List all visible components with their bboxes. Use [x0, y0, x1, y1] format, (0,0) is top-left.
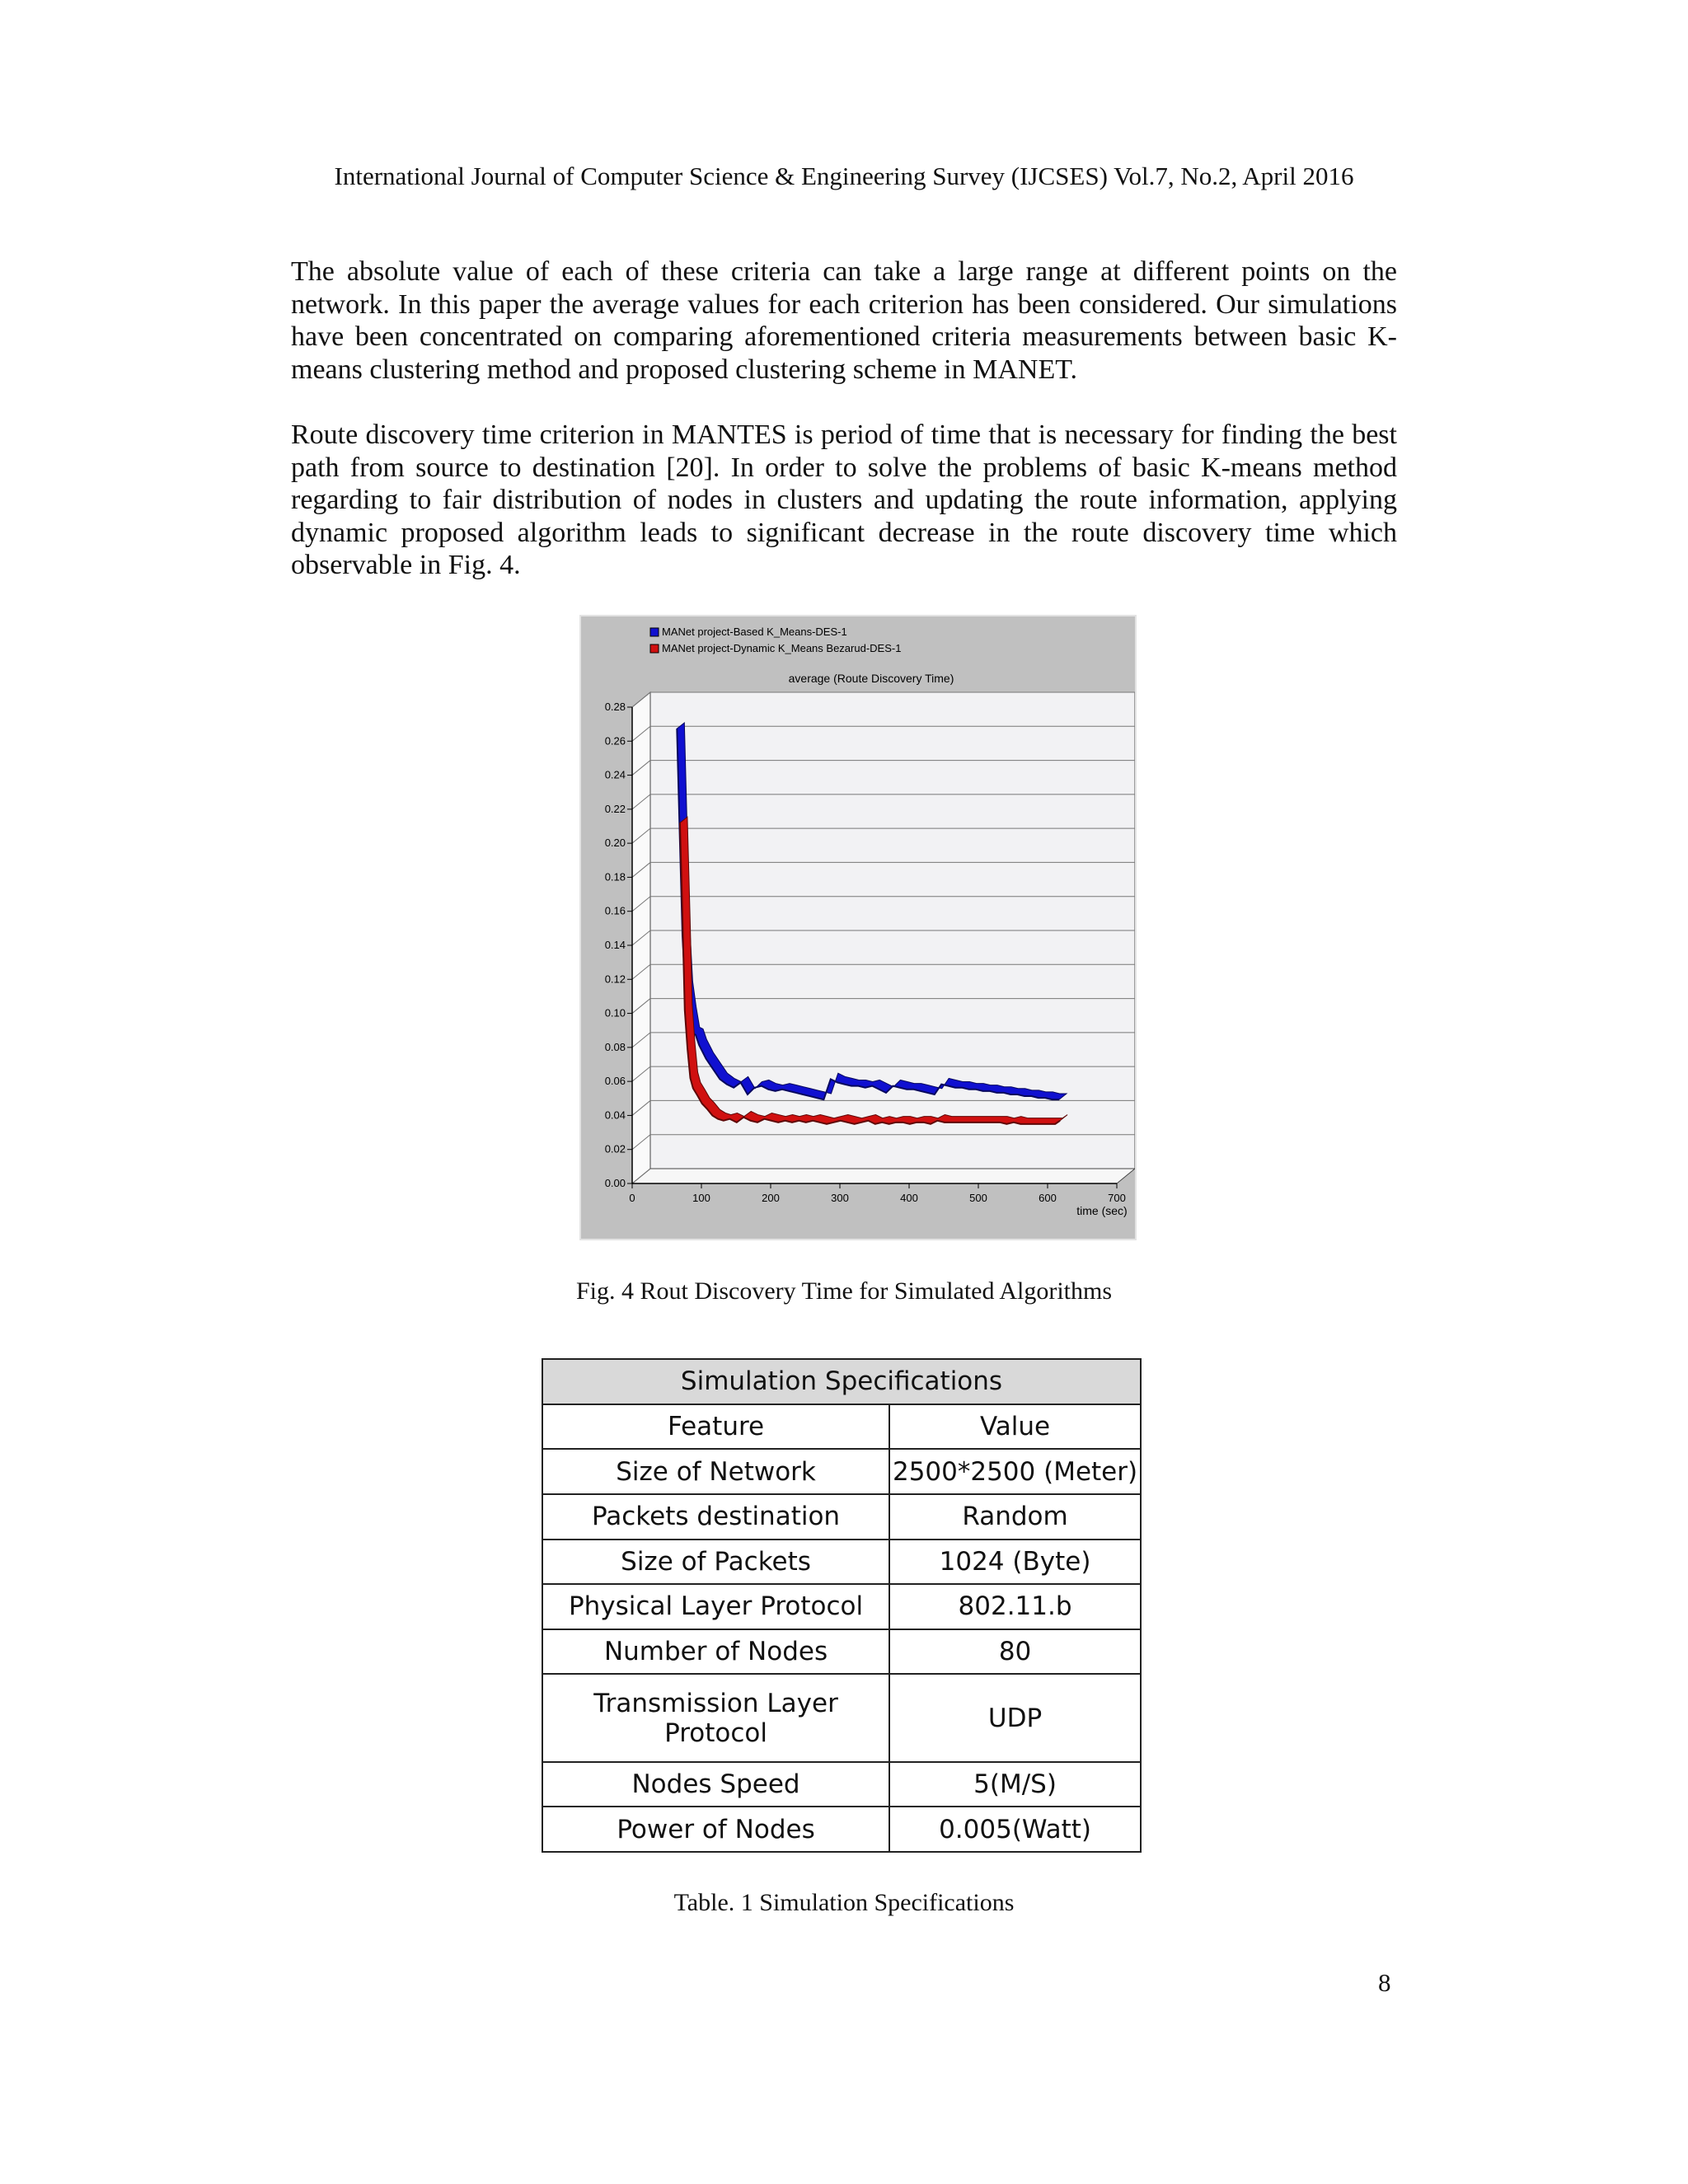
y-tick-label: 0.02	[604, 1142, 626, 1155]
table-title: Simulation Specifications	[542, 1359, 1141, 1404]
table-row	[542, 1807, 1141, 1852]
feature-cell: Nodes Speed	[542, 1762, 889, 1807]
table-row	[542, 1449, 1141, 1494]
feature-cell: Physical Layer Protocol	[542, 1584, 889, 1629]
value-cell: 0.005(Watt)	[889, 1807, 1141, 1852]
body-paragraph: Route discovery time criterion in MANTES is period of time that is necessary for finding the best path from source to destination [20]. In order to solve the problems of basic K-means method regarding to fair distribution of nodes in clusters and updating the route information, applying dynamic proposed algorithm leads to significant decrease in the route discovery time which observable in Fig. 4.	[291, 419, 1397, 580]
table-title-row	[542, 1359, 1141, 1404]
table-row	[542, 1584, 1141, 1629]
table-caption: Table. 1 Simulation Specifications	[673, 1889, 1015, 1916]
y-tick-label: 0.28	[604, 701, 626, 713]
column-header-value: Value	[889, 1404, 1141, 1450]
y-tick-label: 0.18	[604, 870, 626, 883]
y-tick-label: 0.26	[604, 734, 626, 748]
page-number: 8	[1378, 1968, 1391, 1997]
plot-area	[605, 692, 1135, 1204]
y-tick-label: 0.00	[604, 1177, 626, 1189]
y-tick-label: 0.12	[604, 972, 626, 986]
feature-cell: Size of Network	[542, 1449, 889, 1494]
chart-title: average (Route Discovery Time)	[788, 672, 954, 685]
y-tick-label: 0.08	[604, 1040, 626, 1053]
table-header-row	[542, 1404, 1141, 1450]
simulation-spec-table	[542, 1358, 1142, 1853]
y-tick-label: 0.04	[604, 1108, 626, 1122]
value-cell: 802.11.b	[889, 1584, 1141, 1629]
x-tick-label: 400	[900, 1192, 918, 1204]
table-row	[542, 1629, 1141, 1675]
running-header: International Journal of Computer Science & Engineering Survey (IJCSES) Vol.7, No.2, April 2016	[334, 162, 1354, 190]
chart-canvas	[581, 616, 1135, 1239]
y-tick-label: 0.22	[604, 802, 626, 815]
x-axis-label: time (sec)	[1076, 1204, 1128, 1217]
x-tick-label: 300	[831, 1192, 849, 1204]
legend-label-blue: MANet project-Based K_Means-DES-1	[662, 626, 847, 638]
route-discovery-chart	[579, 615, 1137, 1240]
table-row	[542, 1762, 1141, 1807]
value-cell: 1024 (Byte)	[889, 1540, 1141, 1585]
y-tick-label: 0.14	[604, 939, 626, 951]
legend-label-red: MANet project-Dynamic K_Means Bezarud-DES-1	[662, 642, 902, 654]
y-tick-label: 0.10	[604, 1006, 626, 1019]
column-header-feature: Feature	[542, 1404, 889, 1450]
feature-cell: Packets destination	[542, 1494, 889, 1540]
plot-floor	[632, 1169, 1135, 1183]
value-cell: 5(M/S)	[889, 1762, 1141, 1807]
feature-cell: Power of Nodes	[542, 1807, 889, 1852]
x-tick-label: 600	[1039, 1192, 1057, 1204]
y-tick-label: 0.24	[604, 768, 626, 781]
value-cell: Random	[889, 1494, 1141, 1540]
feature-cell: Number of Nodes	[542, 1629, 889, 1675]
x-tick-label: 500	[969, 1192, 987, 1204]
table-row	[542, 1494, 1141, 1540]
x-tick-label: 200	[762, 1192, 780, 1204]
legend-swatch-blue	[650, 628, 659, 636]
x-tick-label: 100	[692, 1192, 710, 1204]
body-paragraph: The absolute value of each of these criteria can take a large range at different points on the network. In this paper the average values for each criterion has been considered. Our simulations have been concentrated on comparing aforementioned criteria measurements between basic K-means clustering method and proposed clustering scheme in MANET.	[291, 256, 1397, 385]
x-tick-label: 700	[1108, 1192, 1126, 1204]
table-row	[542, 1674, 1141, 1761]
value-cell: UDP	[889, 1674, 1141, 1761]
x-tick-label: 0	[629, 1192, 635, 1204]
feature-cell: Transmission Layer Protocol	[542, 1674, 889, 1761]
value-cell: 80	[889, 1629, 1141, 1675]
y-tick-label: 0.16	[604, 904, 626, 917]
figure-caption: Fig. 4 Rout Discovery Time for Simulated Algorithms	[575, 1277, 1113, 1305]
y-tick-label: 0.20	[604, 837, 626, 850]
y-tick-label: 0.06	[604, 1075, 626, 1088]
feature-cell: Size of Packets	[542, 1540, 889, 1585]
legend-swatch-red	[650, 644, 659, 653]
table-row	[542, 1540, 1141, 1585]
value-cell: 2500*2500 (Meter)	[889, 1449, 1141, 1494]
